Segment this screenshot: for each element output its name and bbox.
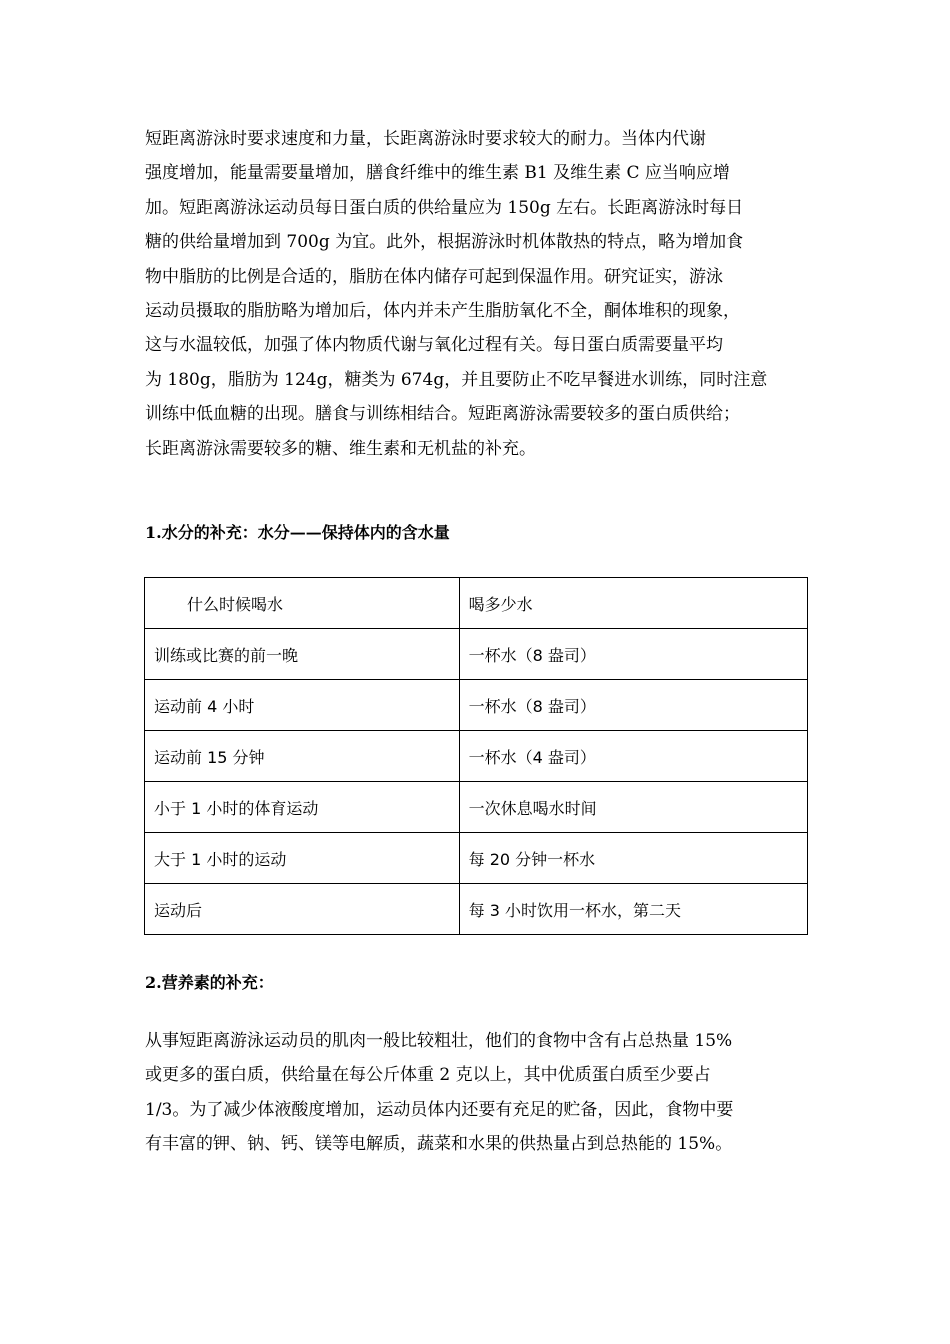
table-row <box>145 680 808 731</box>
cell-amount: 一杯水（8 盎司） <box>459 680 807 731</box>
cell-amount: 每 3 小时饮用一杯水，第二天 <box>459 884 807 935</box>
paragraph-line: 运动员摄取的脂肪略为增加后，体内并未产生脂肪氧化不全，酮体堆积的现象， <box>145 301 740 322</box>
paragraph-line: 加。短距离游泳运动员每日蛋白质的供给量应为 150g 左右。长距离游泳时每日 <box>145 197 744 218</box>
paragraph-line: 糖的供给量增加到 700g 为宜。此外，根据游泳时机体散热的特点，略为增加食 <box>145 232 744 253</box>
table-row <box>145 833 808 884</box>
nutrition-paragraph <box>145 1024 810 1162</box>
header-cell-amount: 喝多少水 <box>459 578 807 629</box>
paragraph-line: 长距离游泳需要较多的糖、维生素和无机盐的补充。 <box>145 438 536 459</box>
paragraph-line: 这与水温较低，加强了体内物质代谢与氧化过程有关。每日蛋白质需要量平均 <box>145 335 723 356</box>
cell-when: 小于 1 小时的体育运动 <box>145 782 460 833</box>
paragraph-line: 训练中低血糖的出现。膳食与训练相结合。短距离游泳需要较多的蛋白质供给； <box>145 404 740 425</box>
cell-when: 运动后 <box>145 884 460 935</box>
paragraph-line: 从事短距离游泳运动员的肌肉一般比较粗壮，他们的食物中含有占总热量 15% <box>145 1031 733 1051</box>
section-heading-water: 1.水分的补充：水分——保持体内的含水量 <box>145 523 450 542</box>
section-heading-nutrients: 2.营养素的补充： <box>145 973 274 992</box>
paragraph-line: 1/3。为了减少体液酸度增加，运动员体内还要有充足的贮备，因此，食物中要 <box>145 1099 734 1120</box>
table-row <box>145 629 808 680</box>
paragraph-line: 短距离游泳时要求速度和力量，长距离游泳时要求较大的耐力。当体内代谢 <box>145 129 706 149</box>
header-cell-when: 什么时候喝水 <box>145 578 460 629</box>
paragraph-line: 强度增加，能量需要量增加，膳食纤维中的维生素 B1 及维生素 C 应当响应增 <box>145 163 730 184</box>
table-row <box>145 884 808 935</box>
paragraph-line: 或更多的蛋白质，供给量在每公斤体重 2 克以上，其中优质蛋白质至少要占 <box>145 1065 711 1086</box>
table-row <box>145 731 808 782</box>
paragraph-line: 物中脂肪的比例是合适的，脂肪在体内储存可起到保温作用。研究证实，游泳 <box>145 266 723 287</box>
cell-when: 运动前 4 小时 <box>145 680 460 731</box>
cell-when: 大于 1 小时的运动 <box>145 833 460 884</box>
water-intake-table <box>144 577 808 935</box>
table-row <box>145 782 808 833</box>
cell-amount: 一次休息喝水时间 <box>459 782 807 833</box>
cell-amount: 一杯水（4 盎司） <box>459 731 807 782</box>
cell-when: 训练或比赛的前一晚 <box>145 629 460 680</box>
cell-when: 运动前 15 分钟 <box>145 731 460 782</box>
paragraph-line: 为 180g，脂肪为 124g，糖类为 674g，并且要防止不吃早餐进水训练，同时注意 <box>145 369 768 390</box>
cell-amount: 每 20 分钟一杯水 <box>459 833 807 884</box>
paragraph-line: 有丰富的钾、钠、钙、镁等电解质，蔬菜和水果的供热量占到总热能的 15%。 <box>145 1134 733 1155</box>
cell-amount: 一杯水（8 盎司） <box>459 629 807 680</box>
intro-paragraph <box>145 122 810 466</box>
table-header-row <box>145 578 808 629</box>
